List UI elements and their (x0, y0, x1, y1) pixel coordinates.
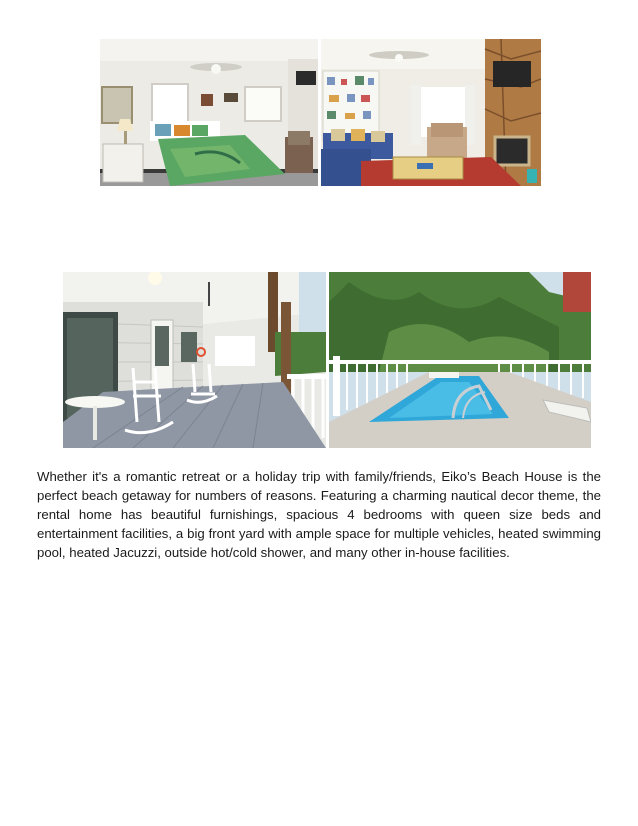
porch-photo (63, 272, 326, 448)
pool-photo (329, 272, 591, 448)
living-room-photo (321, 39, 541, 186)
bedroom-photo (100, 39, 318, 186)
description-paragraph: Whether it's a romantic retreat or a holiday trip with family/friends, Eiko’s Beach House is the perfect beach getaway for numbers of reasons. Featuring a charming nautical decor theme, the rental home has beautiful furnishings, spacious 4 bedrooms with queen size beds and entertainment facilities, a big front yard with ample space for multiple vehicles, heated swimming pool, heated Jacuzzi, outside hot/cold shower, and many other in-house facilities. (37, 469, 601, 560)
